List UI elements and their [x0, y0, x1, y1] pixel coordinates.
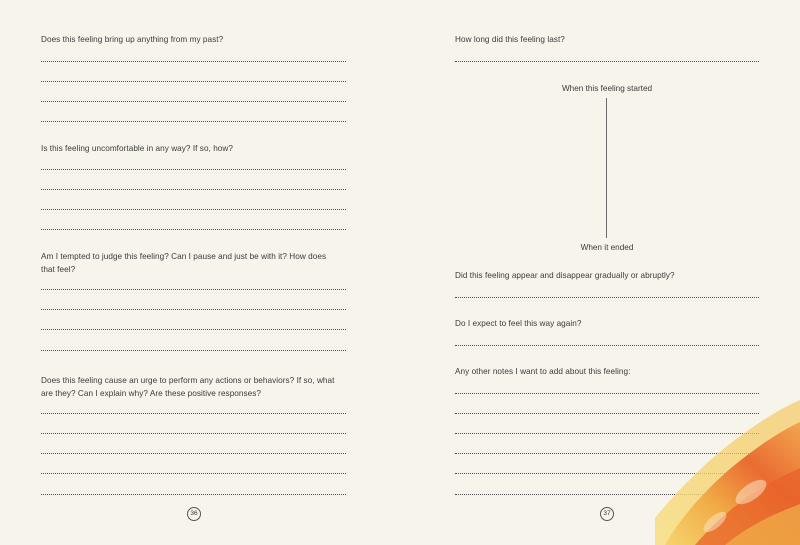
answer-line[interactable] — [41, 61, 346, 62]
question-past: Does this feeling bring up anything from my past? — [41, 35, 224, 44]
answer-line[interactable] — [41, 289, 346, 290]
answer-line[interactable] — [41, 81, 346, 82]
answer-line[interactable] — [455, 345, 759, 346]
answer-line[interactable] — [41, 209, 346, 210]
timeline-start-label: When this feeling started — [561, 84, 653, 93]
answer-line[interactable] — [41, 350, 346, 351]
watercolor-brush-decoration — [655, 400, 800, 545]
answer-line[interactable] — [41, 433, 346, 434]
answer-line[interactable] — [41, 413, 346, 414]
question-other-notes: Any other notes I want to add about this feeling: — [455, 367, 631, 376]
answer-line[interactable] — [455, 61, 759, 62]
question-gradual: Did this feeling appear and disappear gradually or abruptly? — [455, 271, 675, 280]
answer-line[interactable] — [41, 121, 346, 122]
question-expect-again: Do I expect to feel this way again? — [455, 319, 582, 328]
answer-line[interactable] — [41, 473, 346, 474]
answer-line[interactable] — [41, 494, 346, 495]
question-duration: How long did this feeling last? — [455, 35, 565, 44]
timeline-end-label: When it ended — [580, 243, 634, 252]
question-urge: Does this feeling cause an urge to perform any actions or behaviors? If so, what are they? Can I explain why? Are these positive responses? — [41, 376, 335, 398]
page-number: 37 — [600, 507, 614, 521]
answer-line[interactable] — [455, 393, 759, 394]
timeline-line — [606, 98, 607, 238]
answer-line[interactable] — [41, 189, 346, 190]
answer-line[interactable] — [41, 329, 346, 330]
question-uncomfortable: Is this feeling uncomfortable in any way? If so, how? — [41, 144, 233, 153]
answer-line[interactable] — [41, 229, 346, 230]
answer-line[interactable] — [41, 453, 346, 454]
question-judge: Am I tempted to judge this feeling? Can I pause and just be with it? How does that feel? — [41, 252, 327, 274]
answer-line[interactable] — [41, 169, 346, 170]
page-number: 36 — [187, 507, 201, 521]
answer-line[interactable] — [455, 297, 759, 298]
answer-line[interactable] — [41, 309, 346, 310]
answer-line[interactable] — [41, 101, 346, 102]
